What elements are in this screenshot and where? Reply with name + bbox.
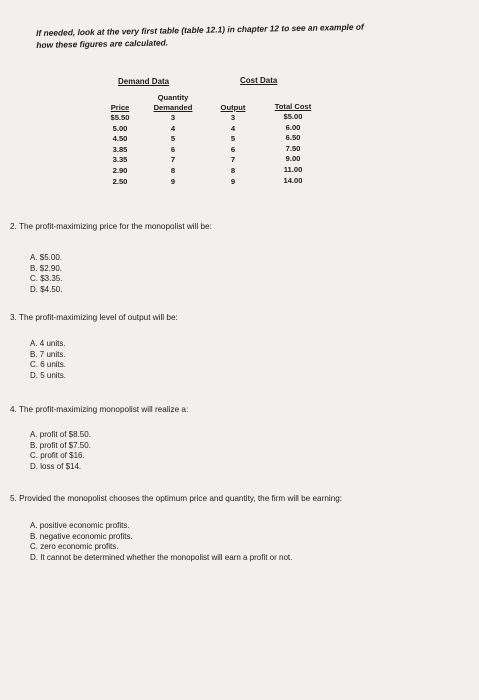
answer-option: A. profit of $8.50. bbox=[30, 430, 91, 439]
total-cost-cell: $5.00 bbox=[283, 112, 303, 121]
total-cost-cell: 6.50 bbox=[285, 133, 301, 143]
quantity-demanded-column bbox=[143, 93, 203, 187]
total-cost-cell: 7.50 bbox=[285, 143, 301, 153]
answer-option: B. 7 units. bbox=[30, 349, 66, 359]
answer-option: A. 4 units. bbox=[30, 339, 66, 348]
question-2-text: 2. The profit-maximizing price for the monopolist will be: bbox=[10, 222, 212, 231]
intro-note bbox=[36, 19, 456, 51]
quantity-header-line1: Quantity bbox=[157, 93, 189, 102]
answer-option: C. 6 units. bbox=[30, 360, 67, 370]
quantity-cell: 9 bbox=[170, 176, 176, 186]
total-cost-cell: 14.00 bbox=[283, 175, 303, 185]
answer-option: D. loss of $14. bbox=[30, 461, 82, 471]
output-cell: 3 bbox=[230, 113, 236, 122]
output-cell: 4 bbox=[230, 123, 236, 133]
answer-option: D. $4.50. bbox=[30, 284, 63, 294]
output-cell: 6 bbox=[230, 144, 236, 154]
total-cost-column bbox=[264, 102, 322, 186]
quantity-header-line2: Demanded bbox=[153, 103, 193, 112]
price-column bbox=[103, 103, 137, 187]
price-cell: 2.50 bbox=[112, 176, 128, 186]
intro-line-1: If needed, look at the very first table (table 12.1) in chapter 12 to see an example of bbox=[36, 21, 364, 38]
answer-option: C. $3.35. bbox=[30, 274, 63, 284]
quantity-cell: 5 bbox=[170, 134, 176, 144]
answer-option: A. $5.00. bbox=[30, 253, 63, 262]
answer-option: D. It cannot be determined whether the monopolist will earn a profit or not. bbox=[30, 552, 293, 562]
cost-data-title: Cost Data bbox=[240, 76, 278, 85]
quantity-cell: 6 bbox=[170, 144, 176, 154]
intro-line-2: how these figures are calculated. bbox=[36, 37, 169, 50]
price-cell: 3.85 bbox=[112, 144, 128, 154]
price-cell: 3.35 bbox=[112, 155, 128, 165]
quantity-cell: 4 bbox=[170, 123, 176, 133]
price-cell: $5.50 bbox=[110, 113, 130, 122]
quantity-cell: 7 bbox=[170, 155, 176, 165]
answer-option: A. positive economic profits. bbox=[30, 521, 130, 530]
answer-option: B. $2.90. bbox=[30, 263, 63, 273]
output-column bbox=[214, 103, 252, 187]
question-2-options bbox=[30, 253, 62, 295]
answer-option: B. negative economic profits. bbox=[30, 531, 133, 541]
price-cell: 4.50 bbox=[112, 134, 128, 144]
output-header: Output bbox=[220, 103, 246, 112]
answer-option: D. 5 units. bbox=[30, 370, 67, 380]
question-4-text: 4. The profit-maximizing monopolist will realize a: bbox=[10, 405, 189, 414]
quantity-cell: 3 bbox=[170, 113, 176, 122]
demand-data-title: Demand Data bbox=[118, 77, 170, 86]
answer-option: C. zero economic profits. bbox=[30, 542, 119, 552]
output-cell: 7 bbox=[230, 155, 236, 165]
output-cell: 9 bbox=[230, 176, 236, 186]
price-header: Price bbox=[110, 103, 130, 112]
total-cost-cell: 11.00 bbox=[283, 164, 303, 174]
output-cell: 8 bbox=[230, 165, 236, 175]
price-cell: 2.90 bbox=[112, 165, 128, 175]
question-3-text: 3. The profit-maximizing level of output will be: bbox=[10, 313, 178, 322]
answer-option: B. profit of $7.50. bbox=[30, 440, 91, 450]
price-cell: 5.00 bbox=[112, 123, 128, 133]
output-cell: 5 bbox=[230, 134, 236, 144]
question-4-options bbox=[30, 430, 91, 472]
total-cost-cell: 9.00 bbox=[285, 154, 301, 164]
answer-option: C. profit of $16. bbox=[30, 451, 85, 461]
question-5-options bbox=[30, 521, 292, 563]
total-cost-header: Total Cost bbox=[274, 102, 312, 111]
total-cost-cell: 6.00 bbox=[285, 122, 301, 132]
quantity-cell: 8 bbox=[170, 165, 176, 175]
question-3-options bbox=[30, 339, 66, 381]
question-5-text: 5. Provided the monopolist chooses the optimum price and quantity, the firm will be earning: bbox=[10, 494, 343, 503]
